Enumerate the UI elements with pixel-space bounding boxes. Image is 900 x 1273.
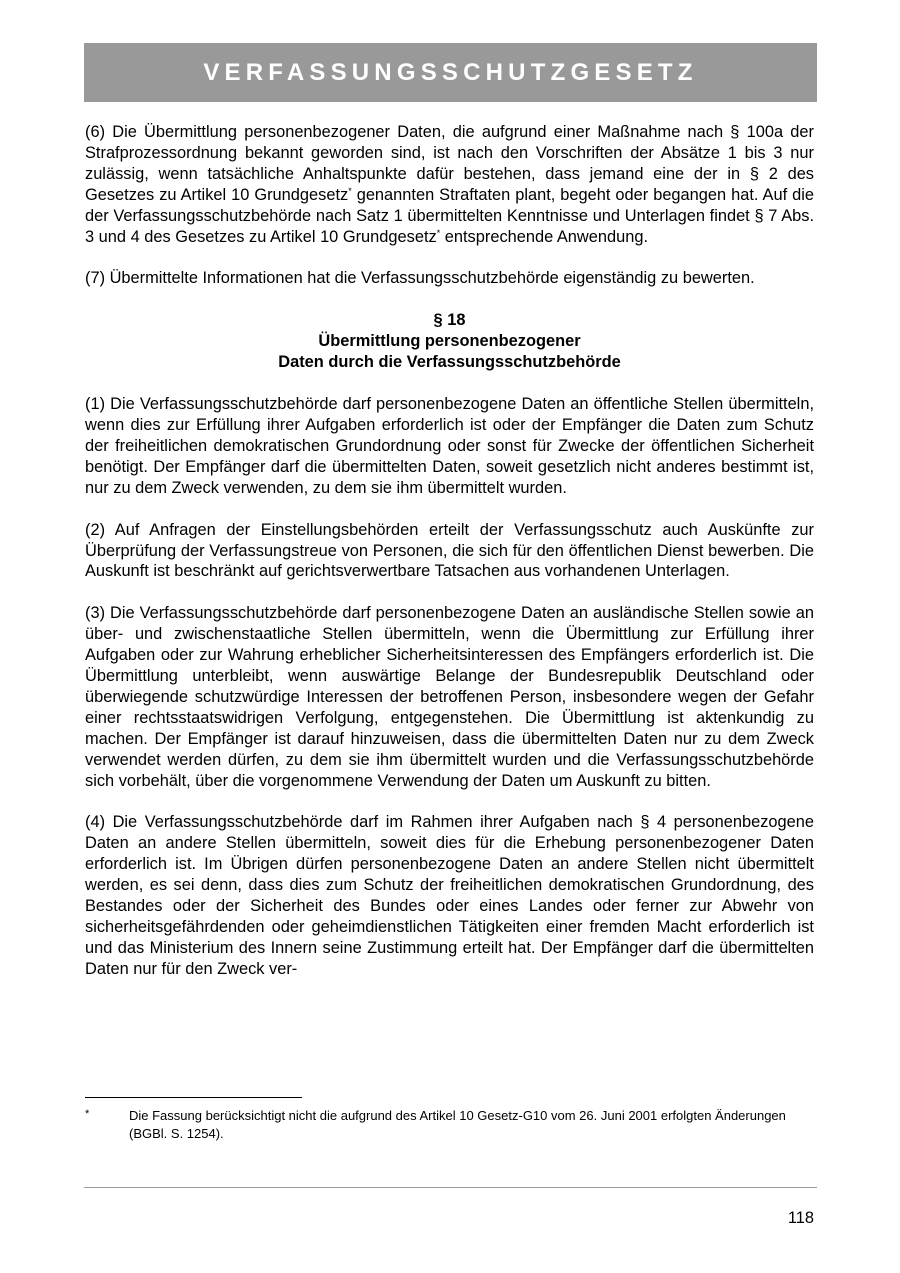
paragraph-7: (7) Übermittelte Informationen hat die Verfassungsschutzbehörde eigenständig zu bewerten.	[85, 269, 755, 288]
footnote-ref-2: *	[436, 227, 441, 238]
footnote-ref-1: *	[348, 185, 352, 196]
paragraph-6-part-3: entsprechende Anwendung.	[440, 227, 648, 246]
section-title-line-2: Daten durch die Verfassungsschutzbehörde	[278, 353, 621, 372]
section-18-paragraph-4: (4) Die Verfassungsschutzbehörde darf im Rahmen ihrer Aufgaben nach § 4 personenbezogene Daten an andere Stellen übermitteln, soweit dies für die Erhebung personenbezogener Daten erforderlich ist. Im Übrigen dürfen personenbezogene Daten an andere Stellen nicht übermittelt werden, es sei denn, dass dies zum Schutz der freiheitlichen demokratischen Grundordnung, des Bestandes oder der Sicherheit des Bundes oder eines Landes oder ferner zur Abwehr von sicherheitsgefährdenden oder geheimdienstlichen Tätigkeiten einer fremden Macht erforderlich ist und das Ministerium des Innern seine Zustimmung erteilt hat. Der Empfänger darf die übermittelten Daten nur für den Zweck ver-	[85, 813, 814, 978]
footnote-marker: *	[85, 1108, 90, 1120]
section-18-paragraph-1: (1) Die Verfassungsschutzbehörde darf personenbezogene Daten an öffentliche Stellen übermitteln, wenn dies zur Erfüllung ihrer Aufgaben erforderlich ist oder der Empfänger die Daten zum Schutz der freiheitlichen demokratischen Grundordnung oder sonst für Zwecke der öffentlichen Sicherheit benötigt. Der Empfänger darf die übermittelten Daten, soweit gesetzlich nicht anderes bestimmt ist, nur zu dem Zweck verwenden, zu dem sie ihm übermittelt wurden.	[85, 395, 814, 497]
paragraph-6-part-1: (6) Die Übermittlung personenbezogener Daten, die aufgrund einer Maßnahme nach § 100a der Strafprozessordnung bekannt geworden sind, ist nach den Vorschriften der Absätze 1 bis 3 nur zulässig, wenn tatsächliche Anhaltspunkte dafür bestehen, dass jemand eine der in § 2 des Gesetzes zu Artikel 10 Grundgesetz	[85, 123, 814, 204]
footer-divider	[84, 1187, 817, 1188]
section-18-paragraph-3: (3) Die Verfassungsschutzbehörde darf personenbezogene Daten an ausländische Stellen sowie an über- und zwischenstaatliche Stellen übermitteln, wenn die Übermittlung zur Erfüllung ihrer Aufgaben oder zur Wahrung erheblicher Sicherheitsinteressen des Empfängers erforderlich ist. Die Übermittlung unterbleibt, wenn auswärtige Belange der Bundesrepublik Deutschland oder überwiegende schutzwürdige Interessen der betroffenen Person, insbesondere wegen der Gefahr einer rechtsstaatswidrigen Verfolgung, entgegenstehen. Die Übermittlung ist aktenkundig zu machen. Der Empfänger ist darauf hinzuweisen, dass die übermittelten Daten nur zu dem Zweck verwendet werden dürfen, zu dem sie ihm übermittelt wurden und die Verfassungsschutzbehörde sich vorbehält, über die vorgenommene Verwendung der Daten um Auskunft zu bitten.	[85, 604, 814, 790]
document-title-banner	[84, 43, 817, 102]
section-18-paragraph-2: (2) Auf Anfragen der Einstellungsbehörden erteilt der Verfassungsschutz auch Auskünfte zur Überprüfung der Verfassungstreue von Personen, die sich für den öffentlichen Dienst bewerben. Die Auskunft ist beschränkt auf gerichtsverwertbare Tatsachen aus vorhandenen Unterlagen.	[85, 520, 814, 581]
footnote-divider	[85, 1097, 302, 1098]
section-heading	[85, 310, 814, 373]
footnote	[85, 1107, 814, 1143]
paragraph-6-part-2: genannten Straftaten plant, begeht oder begangen hat. Auf die der Verfassungsschutzbehörde nach Satz 1 übermittelten Kenntnisse und Unterlagen findet § 7 Abs. 3 und 4 des Gesetzes zu Artikel 10 Grundgesetz	[85, 185, 814, 246]
document-title: VERFASSUNGSSCHUTZGESETZ	[203, 58, 698, 86]
page-number: 118	[787, 1209, 814, 1227]
section-number: § 18	[433, 311, 466, 330]
page-content	[85, 122, 814, 1001]
footnote-text: Die Fassung berücksichtigt nicht die aufgrund des Artikel 10 Gesetz-G10 vom 26. Juni 2001 erfolgten Änderungen (BGBl. S. 1254).	[129, 1108, 786, 1141]
paragraph-6	[85, 122, 814, 247]
section-title-line-1: Übermittlung personenbezogener	[318, 332, 581, 351]
